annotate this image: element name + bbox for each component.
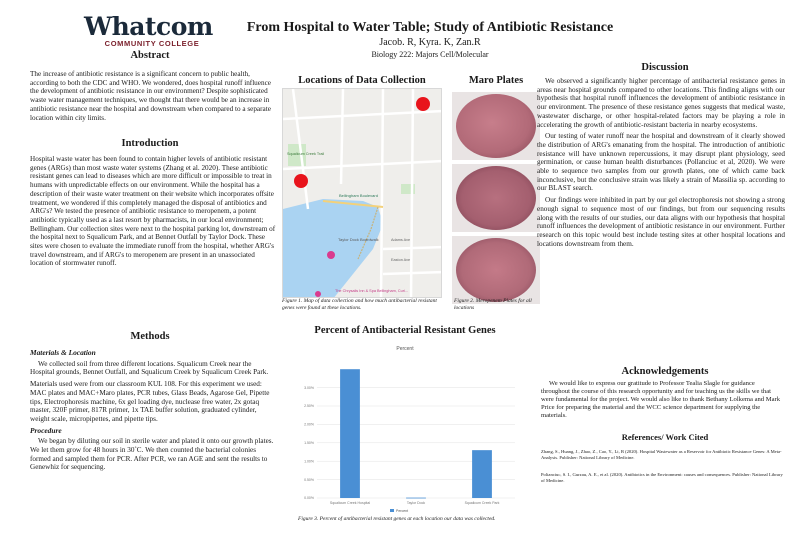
map-label-chrysalis: The Chrysalis Inn & Spa Bellingham, Curi... [335,289,409,293]
procedure-heading: Procedure [30,425,62,435]
plate-photo-2 [452,164,540,232]
y-tick-label: 1.00% [304,459,314,464]
methods-heading: Methods [130,331,170,342]
plate-photo-1 [452,92,540,160]
introduction-heading: Introduction [121,138,179,149]
x-category-label: Squalicum Creek Hospital [329,501,371,505]
materials-heading: Materials & Location [30,348,96,357]
y-tick-label: 2.00% [304,422,314,427]
plate-photo-3 [452,236,540,304]
map-label-adams: Adams Ave [391,238,411,242]
map-label-boulevard: Bellingham Boulevard [339,193,378,198]
college-logo-subtitle: COMMUNITY COLLEGE [104,39,200,48]
plates-heading: Maro Plates [468,75,524,86]
chart-bar [406,498,426,499]
x-category-label: Taylor Dock [406,501,426,505]
poster-authors: Jacob. R, Kyra. K, Zan.R [379,37,481,48]
chart-caption: Figure 3. Percent of antibacterial resistant genes at each location our data was collected. [298,516,496,522]
college-logo-wordmark: Whatcom [84,12,213,41]
y-tick-label: 2.50% [304,404,314,409]
poster-course: Biology 222: Majors Cell/Molecular [371,50,489,59]
reference-2: Polianciuc, S. I., Gurzau, A. E., et al. (2020). Antibiotics in the Environment: causes and consequences. Publisher: National Library of Medicine. [541,472,783,483]
discussion-body [537,77,785,251]
map-graphic [283,89,442,298]
marker-squalicum-creek-park [294,174,308,188]
discussion-paragraph-2: Our testing of water runoff near the hospital and downstream of it clearly showed the distribution of ARG's emanating from the hospital. The introduction of antibiotic resistance will have unknown repercussions, it may disrupt plant physiology, seed germination, or cause human health disturbances (Pollanciuc et al, 2020). We were able to sequence two samples from our growth plates, one of which came back inconclusive, but the conclusive strain was likely a strain of Massilia sp. according to our BLAST search. [537,132,785,193]
marker-hospital [416,97,430,111]
acknowledgements-heading: Acknowledgements [621,366,709,377]
map-caption: Figure 1. Map of data collection and how much antibacterial resistant genes were found at these locations. [282,298,437,311]
discussion-paragraph-1: We observed a significantly higher percentage of antibacterial resistance genes in areas near hospital grounds compared to other locations. This finding aligns with our hypothesis that hospital runoff influences the development of antibiotic resistance in our environment. The presence of these resistance genes suggests that medical waste, wastewater discharge, or other hospital-related factors may be playing a role in accelerating the growth of antibiotic-resistant bacteria in nearby ecosystems. [537,77,785,129]
y-tick-label: 1.50% [304,441,314,445]
abstract-text: The increase of antibiotic resistance is a significant concern to public health, according to both the CDC and WHO. We wondered, does hospital runoff influence the development of antibiotic resistance in our environment? Despite sophisticated waste water management techniques, we thought that there would be an increase in antibiotic resistance near the hospital and downstream when compared to a separate location within city limits. [30,70,271,122]
discussion-paragraph-3: Our findings were inhibited in part by our gel electrophoresis not showing a strong enough signal to sequence most of our findings, but from our sequencing results along with the results of our studies, our data aligns with our hypothesis that hospital runoff influences the development of antibiotic resistance in our environment. Further research on this topic would best include testing sites at other hospital locations and locations downstream from them. [537,196,785,248]
x-category-label: Squalicum Creek Park [464,501,500,505]
map-label-easton: Easton Ave [391,258,411,262]
chart-bar [472,450,492,498]
chart-bar [340,369,360,498]
map-label-dock: Taylor Dock Boardwalk [338,237,379,242]
chart-heading: Percent of Antibacterial Resistant Genes [314,325,496,336]
references-heading: References/ Work Cited [621,432,709,442]
reference-1: Zhang, S., Huang, J., Zhao, Z., Cao, Y., Li, B (2020). Hospital Wastewater as a Reservoir for Antibiotic Resistance Genes: A Meta-Analysis. Publisher: National Library of Medicine. [541,449,782,460]
poster-title: From Hospital to Water Table; Study of Antibiotic Resistance [246,20,614,35]
plates-caption: Figure 2. Meropenem Plates for all locations [454,298,532,311]
place-pin-icon [327,251,335,259]
resistance-bar-chart [285,338,525,526]
collection-map [282,88,442,298]
acknowledgements-text: We would like to express our gratitude to Professor Tealia Slagle for guidance throughout the course of this research opportunity and for teaching us the skills we that were fundamental for the project. We would also like to thank Bethany Lolkema and Mark Price for preparing the material and the WCC science department for supplying the materials. [541,380,781,419]
y-tick-label: 0.00% [304,496,314,501]
map-heading: Locations of Data Collection [298,75,426,86]
legend-swatch [390,509,394,512]
y-tick-label: 0.50% [304,477,314,482]
y-tick-label: 3.00% [304,385,314,390]
place-pin-icon-2 [315,291,321,297]
chart-svg [285,338,525,526]
materials-paragraph-2: Materials used were from our classroom KUL 108. For this experiment we used: MAC plates and MAC+Maro plates, PCR tubes, Glass Beads, Agarose Gel, Pipette tips, Electrophoresis machine, 6x gel loading dye, nuclease free water, 2x gotaq master, 320F primer, 817R primer, 1x TAE buffer solution, graduated cylinder, weight scale, micropipettes, and pipette tips. [30,380,270,423]
map-label-trail: Squalicum Creek Trail [287,152,325,156]
materials-paragraph-1: We collected soil from three different locations. Squalicum Creek near the Hospital grounds, Bennet Outfall, and Squalicum Creek by Squalicum Creek Park. [30,359,269,377]
introduction-text: Hospital waste water has been found to contain higher levels of antibiotic resistant genes (ARGs) than most waste water systems (Zhang et al. 2020). These antibiotic resistant genes can lead to diseases which are more difficult or impossible to treat in humans with unpredictable effects on our environment. While the hospital has a description of their waste water treatment on their website which incorporates offsite treatment, we wondered if this completely managed the disposal of antibiotics and ARG's? We tested the presence of antibiotic resistance to meropenem, a potent antibiotic typically used as a last resort by pharmacists, in our local environment; Bellingham. Our collection sites were next to the hospital parking lot, downstream of the hospital next to Squalicum Park, and at Bennet Outfall by Taylor Dock. These sites were chosen to evaluate the immediate runoff from the hospital, whether ARG's travel downstream, and if ARG's to meropenem are present in an unassociated location of stormwater runoff. [30,155,276,268]
chart-inner-title: Percent [396,346,414,352]
abstract-heading: Abstract [130,50,170,61]
chart-legend-label: Percent [396,509,409,513]
methods-body [30,347,276,475]
procedure-text: We began by diluting our soil in sterile water and plated it onto our growth plates. We let them grow for 48 hours in 30˚C. We then counted the bacterial colonies formed and sampled them for PCR. After PCR, we ran AGE and sent the results to Genewhiz for sequencing. [30,437,274,472]
discussion-heading: Discussion [641,62,689,73]
